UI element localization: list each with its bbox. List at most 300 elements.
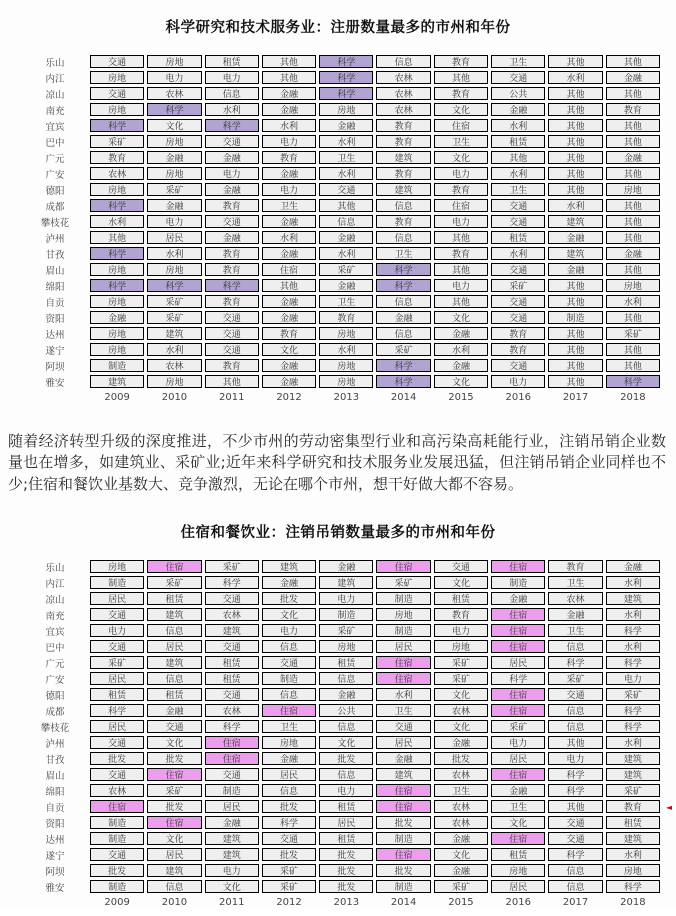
city-label: 德阳 (45, 690, 65, 702)
heatmap-row (26, 311, 660, 325)
heatmap-cell: 电力 (606, 672, 660, 685)
heatmap-cell: 金融 (262, 87, 316, 100)
heatmap-cell: 建筑 (606, 832, 660, 845)
heatmap-row (26, 816, 660, 830)
heatmap-cell: 其他 (548, 183, 602, 196)
heatmap-cell: 农林 (434, 704, 488, 717)
heatmap-cell: 租赁 (90, 688, 144, 701)
year-tick-label: 2015 (448, 896, 474, 908)
heatmap-cell: 居民 (491, 880, 545, 893)
heatmap-cell: 金融 (319, 119, 373, 132)
heatmap-cell: 金融 (262, 359, 316, 372)
heatmap-cell: 金融 (548, 608, 602, 621)
heatmap-cell: 房地 (262, 736, 316, 749)
heatmap-cell: 制造 (376, 624, 430, 637)
year-tick-label: 2013 (333, 896, 360, 908)
heatmap-row (26, 103, 660, 117)
heatmap-cell: 其他 (434, 71, 488, 84)
heatmap-cell: 租赁 (205, 656, 259, 669)
row-cells (90, 375, 660, 389)
heatmap-row (26, 231, 660, 245)
heatmap-cell: 电力 (491, 375, 545, 388)
heatmap-cell: 其他 (548, 279, 602, 292)
heatmap-cell: 租赁 (205, 672, 259, 685)
heatmap-cell: 其他 (606, 359, 660, 372)
heatmap-row (26, 151, 660, 165)
heatmap-cell: 电力 (147, 215, 201, 228)
heatmap-cell: 科学 (548, 768, 602, 781)
heatmap-cell: 建筑 (147, 864, 201, 877)
heatmap-cell: 科学 (548, 848, 602, 861)
heatmap-cell: 交通 (491, 295, 545, 308)
heatmap-cell: 教育 (376, 135, 430, 148)
heatmap-cell: 水利 (319, 343, 373, 356)
heatmap-cell: 金融 (262, 103, 316, 116)
heatmap-cell: 金融 (434, 359, 488, 372)
heatmap-cell: 交通 (491, 71, 545, 84)
heatmap-cell: 公共 (319, 704, 373, 717)
heatmap-cell: 信息 (548, 640, 602, 653)
heatmap-cell: 金融 (434, 864, 488, 877)
heatmap-cell: 金融 (491, 103, 545, 116)
row-cells (90, 816, 660, 830)
year-tick-label: 2018 (620, 392, 646, 403)
heatmap-cell: 其他 (548, 327, 602, 340)
heatmap-cell: 其他 (491, 151, 545, 164)
heatmap-cell: 居民 (90, 672, 144, 685)
heatmap-cell: 制造 (319, 608, 373, 621)
heatmap-cell: 水利 (147, 343, 201, 356)
heatmap-cell: 卫生 (262, 199, 316, 212)
heatmap-cell: 制造 (90, 880, 144, 893)
city-label: 眉山 (45, 266, 65, 277)
heatmap-cell: 文化 (434, 375, 488, 388)
heatmap-cell-highlighted: 住宿 (376, 784, 430, 797)
heatmap-cell: 电力 (90, 624, 144, 637)
row-cells (90, 640, 660, 654)
heatmap-cell: 水利 (319, 167, 373, 180)
heatmap-cell-highlighted: 住宿 (491, 704, 545, 717)
heatmap-row (26, 327, 660, 341)
heatmap-cell: 教育 (376, 215, 430, 228)
heatmap-cell: 金融 (548, 231, 602, 244)
heatmap-cell: 房地 (147, 167, 201, 180)
heatmap-cell: 其他 (548, 359, 602, 372)
heatmap-cell-highlighted: 住宿 (147, 768, 201, 781)
heatmap-cell: 其他 (606, 199, 660, 212)
row-cells (90, 688, 660, 702)
heatmap-cell: 交通 (205, 343, 259, 356)
heatmap-row (26, 215, 660, 229)
heatmap-cell: 其他 (548, 375, 602, 388)
heatmap-cell: 水利 (548, 71, 602, 84)
heatmap-cell: 电力 (205, 864, 259, 877)
heatmap-cell: 电力 (434, 624, 488, 637)
heatmap-cell: 文化 (434, 103, 488, 116)
heatmap-cell: 交通 (90, 768, 144, 781)
heatmap-cell: 金融 (147, 199, 201, 212)
heatmap-cell: 电力 (205, 71, 259, 84)
row-cells (90, 359, 660, 373)
heatmap-cell-highlighted: 科学 (147, 279, 201, 292)
city-label: 德阳 (45, 186, 65, 197)
heatmap-row (26, 800, 660, 814)
heatmap-hospitality (0, 560, 676, 908)
heatmap-cell-highlighted: 住宿 (491, 832, 545, 845)
heatmap-row (26, 167, 660, 181)
heatmap-row (26, 343, 660, 357)
heatmap-cell: 居民 (262, 768, 316, 781)
heatmap-cell: 租赁 (491, 135, 545, 148)
heatmap-cell: 交通 (205, 135, 259, 148)
heatmap-cell: 信息 (262, 784, 316, 797)
heatmap-cell: 金融 (376, 311, 430, 324)
row-cells (90, 624, 660, 638)
heatmap-cell: 建筑 (606, 768, 660, 781)
heatmap-cell: 科学 (548, 656, 602, 669)
heatmap-cell: 其他 (548, 119, 602, 132)
heatmap-cell: 电力 (434, 167, 488, 180)
heatmap-cell: 教育 (434, 87, 488, 100)
heatmap-cell-highlighted: 住宿 (491, 768, 545, 781)
heatmap-cell: 其他 (548, 800, 602, 813)
heatmap-cell: 居民 (90, 720, 144, 733)
heatmap-cell: 采矿 (434, 656, 488, 669)
heatmap-cell-highlighted: 科学 (376, 375, 430, 388)
heatmap-cell: 科学 (205, 720, 259, 733)
heatmap-cell: 房地 (90, 327, 144, 340)
heatmap-cell-highlighted: 科学 (376, 279, 430, 292)
heatmap-cell: 建筑 (376, 768, 430, 781)
heatmap-cell: 金融 (491, 784, 545, 797)
heatmap-cell: 信息 (319, 768, 373, 781)
city-label: 巴中 (45, 642, 65, 654)
heatmap-cell: 信息 (376, 327, 430, 340)
heatmap-cell: 文化 (434, 151, 488, 164)
heatmap-cell: 金融 (434, 327, 488, 340)
row-cells (90, 183, 660, 197)
row-cells (90, 848, 660, 862)
heatmap-cell: 金融 (147, 704, 201, 717)
heatmap-cell: 信息 (319, 720, 373, 733)
city-label: 广元 (45, 658, 65, 670)
heatmap-cell: 其他 (606, 119, 660, 132)
heatmap-cell: 采矿 (147, 784, 201, 797)
heatmap-cell: 农林 (376, 87, 430, 100)
row-cells (90, 247, 660, 261)
heatmap-cell: 金融 (319, 231, 373, 244)
row-cells (90, 103, 660, 117)
city-label: 泸州 (45, 234, 65, 245)
heatmap-cell: 农林 (147, 87, 201, 100)
heatmap-cell: 信息 (147, 624, 201, 637)
heatmap-cell: 采矿 (205, 560, 259, 573)
heatmap-cell: 电力 (262, 183, 316, 196)
heatmap-cell: 制造 (90, 832, 144, 845)
heatmap-cell: 建筑 (90, 375, 144, 388)
heatmap-cell: 建筑 (606, 592, 660, 605)
heatmap-cell: 电力 (434, 215, 488, 228)
heatmap-row (26, 183, 660, 197)
city-label: 泸州 (45, 738, 65, 750)
heatmap-row (26, 359, 660, 373)
row-cells (90, 135, 660, 149)
heatmap-cell: 房地 (606, 279, 660, 292)
heatmap-cell: 农林 (205, 608, 259, 621)
heatmap-cell: 其他 (548, 87, 602, 100)
heatmap-cell-highlighted: 住宿 (147, 560, 201, 573)
heatmap-cell: 信息 (548, 880, 602, 893)
city-label: 甘孜 (45, 250, 65, 261)
heatmap-cell: 租赁 (491, 231, 545, 244)
heatmap-cell: 租赁 (606, 816, 660, 829)
heatmap-cell-highlighted: 住宿 (205, 752, 259, 765)
heatmap-cell: 其他 (606, 343, 660, 356)
heatmap-cell: 采矿 (147, 576, 201, 589)
row-cells (90, 704, 660, 718)
heatmap-cell: 信息 (262, 640, 316, 653)
heatmap-cell: 其他 (606, 167, 660, 180)
heatmap-cell: 批发 (319, 848, 373, 861)
heatmap-cell: 制造 (90, 816, 144, 829)
heatmap-cell: 教育 (434, 55, 488, 68)
heatmap-row (26, 848, 660, 862)
heatmap-cell: 租赁 (205, 55, 259, 68)
heatmap-cell: 房地 (147, 263, 201, 276)
heatmap-cell: 水利 (205, 103, 259, 116)
heatmap-cell: 文化 (434, 720, 488, 733)
heatmap-row (26, 640, 660, 654)
heatmap-cell: 房地 (376, 608, 430, 621)
heatmap-cell: 房地 (90, 183, 144, 196)
row-cells (90, 592, 660, 606)
heatmap-cell: 金融 (319, 560, 373, 573)
heatmap-row (26, 880, 660, 894)
row-cells (90, 343, 660, 357)
heatmap-cell: 采矿 (434, 672, 488, 685)
row-cells (90, 608, 660, 622)
heatmap-cell: 文化 (434, 311, 488, 324)
heatmap-cell: 卫生 (319, 151, 373, 164)
heatmap-cell: 交通 (491, 199, 545, 212)
heatmap-cell: 其他 (548, 736, 602, 749)
heatmap-cell: 水利 (606, 736, 660, 749)
heatmap-cell: 其他 (548, 151, 602, 164)
heatmap-row (26, 672, 660, 686)
heatmap-cell: 交通 (90, 848, 144, 861)
heatmap-cell: 房地 (147, 375, 201, 388)
row-cells (90, 800, 660, 814)
heatmap-cell: 其他 (606, 263, 660, 276)
heatmap-cell: 其他 (606, 231, 660, 244)
heatmap-cell: 交通 (262, 832, 316, 845)
heatmap-cell: 电力 (319, 592, 373, 605)
heatmap-cell: 电力 (434, 279, 488, 292)
heatmap-cell: 交通 (205, 311, 259, 324)
year-tick-label: 2009 (104, 896, 130, 908)
heatmap-cell: 其他 (606, 87, 660, 100)
heatmap-cell: 金融 (606, 151, 660, 164)
commentary-paragraph: 随着经济转型升级的深度推进，不少市州的劳动密集型行业和高污染高耗能行业，注销吊销企业数量也在增多，如建筑业、采矿业;近年来科学研究和技术服务业发展迅猛，但注销吊销企业同样也不少;住宿和餐饮业基数大、竞争激烈，无论在哪个市州，想干好做大都不容易。 (8, 432, 666, 493)
heatmap-row (26, 560, 660, 574)
city-label: 阿坝 (45, 866, 65, 878)
heatmap-cell: 信息 (147, 880, 201, 893)
year-tick-label: 2012 (276, 896, 302, 908)
heatmap-cell: 科学 (606, 624, 660, 637)
heatmap-cell: 住宿 (434, 199, 488, 212)
heatmap-cell-highlighted: 住宿 (491, 624, 545, 637)
city-label: 眉山 (45, 770, 65, 782)
heatmap-cell: 批发 (319, 752, 373, 765)
heatmap-cell: 采矿 (147, 183, 201, 196)
heatmap-cell: 其他 (319, 199, 373, 212)
heatmap-cell: 采矿 (262, 864, 316, 877)
heatmap-cell: 居民 (205, 800, 259, 813)
heatmap-cell: 建筑 (205, 848, 259, 861)
heatmap-cell: 其他 (434, 295, 488, 308)
heatmap-cell: 制造 (376, 832, 430, 845)
year-axis-spacer (26, 392, 90, 403)
row-cells (90, 167, 660, 181)
heatmap-cell: 房地 (319, 640, 373, 653)
heatmap-cell: 金融 (262, 295, 316, 308)
year-tick-label: 2010 (161, 896, 188, 908)
city-label: 宜宾 (45, 122, 65, 133)
heatmap-cell: 租赁 (434, 592, 488, 605)
heatmap-cell-highlighted: 住宿 (262, 704, 316, 717)
heatmap-cell-highlighted: 住宿 (205, 736, 259, 749)
heatmap-cell: 水利 (491, 119, 545, 132)
year-tick-label: 2012 (276, 392, 302, 403)
row-cells (90, 71, 660, 85)
heatmap-cell: 教育 (491, 327, 545, 340)
heatmap-cell: 农林 (376, 71, 430, 84)
year-tick-label: 2009 (104, 392, 130, 403)
heatmap-cell: 居民 (319, 816, 373, 829)
heatmap-cell: 交通 (205, 768, 259, 781)
heatmap-cell: 金融 (548, 263, 602, 276)
heatmap-cell: 批发 (147, 800, 201, 813)
heatmap-cell: 制造 (90, 576, 144, 589)
heatmap-cell: 房地 (606, 864, 660, 877)
city-label: 雅安 (45, 378, 65, 389)
heatmap-cell-highlighted: 住宿 (491, 608, 545, 621)
heatmap-cell: 电力 (262, 624, 316, 637)
heatmap-cell: 金融 (319, 688, 373, 701)
heatmap-cell: 批发 (147, 752, 201, 765)
heatmap-cell: 教育 (319, 311, 373, 324)
heatmap-cell: 制造 (205, 784, 259, 797)
heatmap-cell: 其他 (262, 55, 316, 68)
city-label: 自贡 (45, 802, 65, 814)
heatmap-cell: 农林 (147, 359, 201, 372)
heatmap-row (26, 375, 660, 389)
heatmap-cell: 电力 (491, 736, 545, 749)
heatmap-cell: 金融 (205, 151, 259, 164)
heatmap-cell: 房地 (90, 103, 144, 116)
heatmap-cell: 金融 (262, 247, 316, 260)
heatmap-cell: 制造 (491, 576, 545, 589)
heatmap-cell-highlighted: 科学 (376, 263, 430, 276)
heatmap-cell: 批发 (262, 800, 316, 813)
heatmap-cell: 采矿 (376, 576, 430, 589)
heatmap-cell: 水利 (262, 119, 316, 132)
heatmap-cell: 卫生 (319, 295, 373, 308)
year-tick-label: 2013 (333, 392, 360, 403)
heatmap-cell: 卫生 (548, 624, 602, 637)
heatmap-row (26, 71, 660, 85)
chart-title-hospitality: 住宿和餐饮业：注销吊销数量最多的市州和年份 (180, 524, 496, 541)
heatmap-cell-highlighted: 住宿 (376, 848, 430, 861)
heatmap-cell: 农林 (90, 784, 144, 797)
heatmap-cell: 电力 (262, 135, 316, 148)
heatmap-cell: 房地 (147, 135, 201, 148)
heatmap-cell-highlighted: 科学 (90, 119, 144, 132)
heatmap-cell: 交通 (90, 87, 144, 100)
heatmap-cell: 卫生 (376, 704, 430, 717)
heatmap-cell-highlighted: 科学 (319, 55, 373, 68)
city-label: 巴中 (45, 138, 65, 149)
heatmap-cell: 房地 (319, 327, 373, 340)
row-cells (90, 656, 660, 670)
heatmap-cell: 房地 (90, 71, 144, 84)
heatmap-cell: 金融 (262, 375, 316, 388)
heatmap-cell: 文化 (491, 816, 545, 829)
heatmap-cell: 房地 (90, 343, 144, 356)
heatmap-cell: 其他 (606, 55, 660, 68)
heatmap-cell: 卫生 (491, 55, 545, 68)
heatmap-cell: 教育 (434, 608, 488, 621)
heatmap-cell: 交通 (434, 560, 488, 573)
heatmap-cell: 电力 (205, 167, 259, 180)
heatmap-cell: 教育 (205, 199, 259, 212)
heatmap-cell: 制造 (262, 672, 316, 685)
heatmap-cell: 制造 (376, 880, 430, 893)
heatmap-row (26, 199, 660, 213)
heatmap-cell: 居民 (491, 752, 545, 765)
heatmap-cell: 制造 (548, 311, 602, 324)
heatmap-cell: 交通 (376, 720, 430, 733)
heatmap-cell: 电力 (147, 71, 201, 84)
heatmap-cell: 科学 (606, 704, 660, 717)
heatmap-cell: 建筑 (319, 576, 373, 589)
heatmap-row (26, 752, 660, 766)
heatmap-cell: 建筑 (205, 832, 259, 845)
row-cells (90, 151, 660, 165)
heatmap-cell: 其他 (205, 375, 259, 388)
heatmap-cell: 教育 (376, 119, 430, 132)
city-label: 内江 (45, 74, 65, 85)
city-label: 达州 (45, 834, 65, 846)
heatmap-cell: 信息 (548, 720, 602, 733)
row-cells (90, 55, 660, 69)
heatmap-row (26, 704, 660, 718)
heatmap-cell: 金融 (262, 215, 316, 228)
heatmap-cell: 科学 (90, 704, 144, 717)
heatmap-cell: 交通 (548, 816, 602, 829)
heatmap-cell: 教育 (205, 295, 259, 308)
row-cells (90, 327, 660, 341)
heatmap-cell: 批发 (376, 864, 430, 877)
heatmap-cell: 信息 (376, 199, 430, 212)
heatmap-cell: 采矿 (548, 672, 602, 685)
heatmap-cell: 文化 (147, 119, 201, 132)
row-cells (90, 199, 660, 213)
heatmap-cell: 建筑 (205, 624, 259, 637)
heatmap-cell: 水利 (606, 848, 660, 861)
heatmap-cell: 金融 (606, 247, 660, 260)
heatmap-cell: 教育 (491, 343, 545, 356)
